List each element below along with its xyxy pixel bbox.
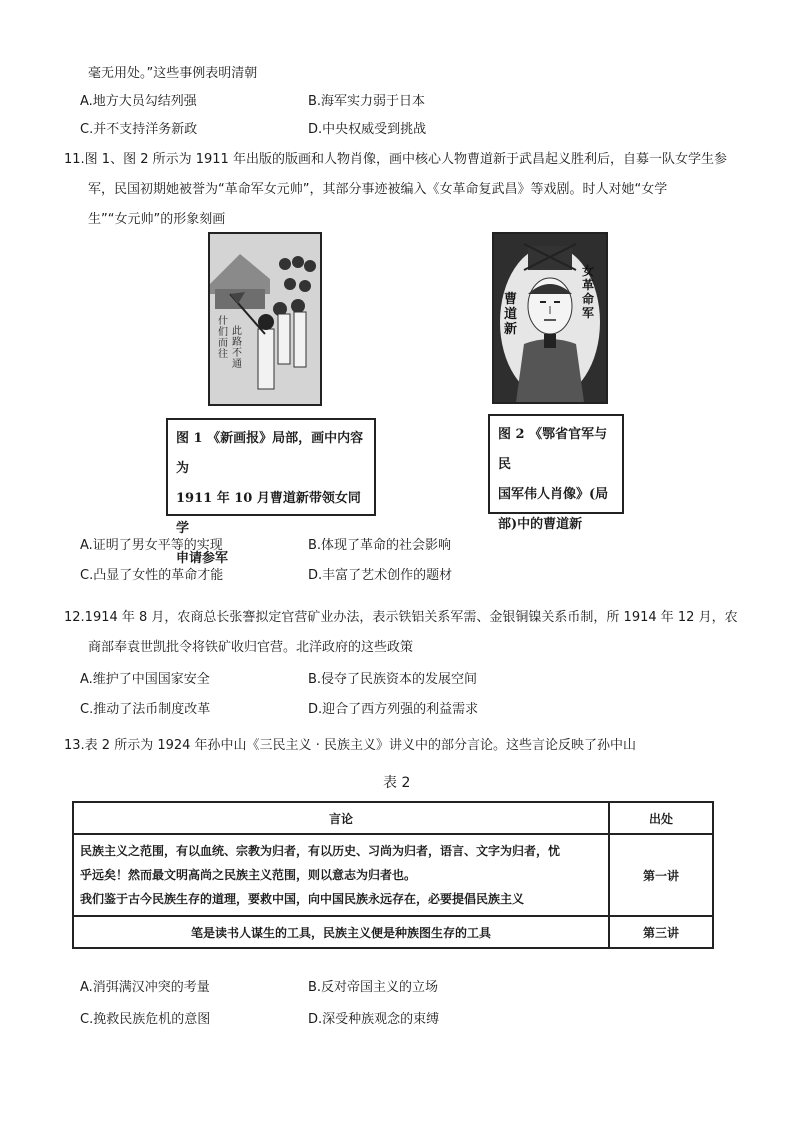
table2-header-quote: 言论 [73,802,609,834]
q13-stem-line1: 13.表 2 所示为 1924 年孙中山《三民主义 · 民族主义》讲义中的部分言论。这些言论反映了孙中山 [64,738,636,753]
q13-option-a[interactable]: A.消弭满汉冲突的考量 [80,980,210,995]
q12-option-c[interactable]: C.推动了法币制度改革 [80,702,211,717]
table2-row1-source: 第一讲 [609,834,713,916]
q12-option-b[interactable]: B.侵夺了民族资本的发展空间 [308,672,478,687]
q13-option-d[interactable]: D.深受种族观念的束缚 [308,1012,440,1027]
q11-option-c[interactable]: C.凸显了女性的革命才能 [80,568,224,583]
figure2-portrait-image [492,232,608,404]
q10-option-a[interactable]: A.地方大员勾结列强 [80,94,197,109]
figure1-caption-line1: 图 1 《新画报》局部，画中内容为 [176,431,364,476]
q11-stem-line2: 军，民国初期她被誉为“革命军女元帅”，其部分事迹被编入《女革命复武昌》等戏剧。时人对她“女学 [88,182,668,197]
q11-option-d[interactable]: D.丰富了艺术创作的题材 [308,568,453,583]
q10-option-b[interactable]: B.海军实力弱于日本 [308,94,426,109]
figure1-woodcut-image [208,232,322,406]
q11-stem-line1: 11.图 1、图 2 所示为 1911 年出版的版画和人物肖像，画中核心人物曹道新于武昌起义胜利后，自募一队女学生参 [64,152,727,167]
figure2-caption-line1: 图 2 《鄂省官军与民 [498,427,608,472]
q13-option-b[interactable]: B.反对帝国主义的立场 [308,980,439,995]
q13-option-c[interactable]: C.挽救民族危机的意图 [80,1012,211,1027]
table-row [73,834,713,916]
q10-option-d[interactable]: D.中央权威受到挑战 [308,122,427,137]
figure2-caption-line2: 国军伟人肖像》(局 [498,487,609,502]
table2-title: 表 2 [383,775,411,791]
figure2-left-label: 曹道新 [504,292,518,337]
figure2-caption-line3: 部)中的曹道新 [498,517,583,532]
q12-stem-line1: 12.1914 年 8 月，农商总长张謇拟定官营矿业办法，表示铁铝关系军需、金银铜镍关系币制，所 1914 年 12 月，农 [64,610,738,625]
figure1-caption [166,418,376,566]
table2-row1-quote [73,834,609,916]
figure1-caption-line3: 申请参军 [176,551,229,566]
table2-header-source: 出处 [609,802,713,834]
figure2-right-label: 女革命军 [582,264,595,320]
table2-row2-quote: 笔是读书人谋生的工具，民族主义便是种族图生存的工具 [73,916,609,948]
figure1-caption-line2: 1911 年 10 月曹道新带领女同学 [176,491,361,536]
q10-option-c[interactable]: C.并不支持洋务新政 [80,122,198,137]
figure1-inner-text-a: 什们而往 [218,316,228,360]
q11-stem-line3: 生”“女元帅”的形象刻画 [88,212,226,227]
table2-header-row [73,802,713,834]
q12-option-a[interactable]: A.维护了中国国家安全 [80,672,210,687]
q10-stem-tail: 毫无用处。”这些事例表明清朝 [88,66,258,81]
table2-row1-line1: 民族主义之范围，有以血统、宗教为归者，有以历史、习尚为归者，语言、文字为归者，忧 [80,844,561,858]
table2-row1-line3: 我们鉴于古今民族生存的道理，要救中国，向中国民族永远存在，必要提倡民族主义 [80,892,525,906]
q12-stem-line2: 商部奉袁世凯批令将铁矿收归官营。北洋政府的这些政策 [88,640,414,655]
table2 [72,801,714,949]
q11-option-a[interactable]: A.证明了男女平等的实现 [80,538,223,553]
figure2-caption [488,414,624,532]
table-row [73,916,713,948]
q11-option-b[interactable]: B.体现了革命的社会影响 [308,538,452,553]
q12-option-d[interactable]: D.迎合了西方列强的利益需求 [308,702,479,717]
table2-row2-source: 第三讲 [609,916,713,948]
table2-row1-line2: 乎远矣！然而最文明高尚之民族主义范围，则以意志为归者也。 [80,868,417,882]
figure1-inner-text-b: 此路不通 [232,326,242,370]
